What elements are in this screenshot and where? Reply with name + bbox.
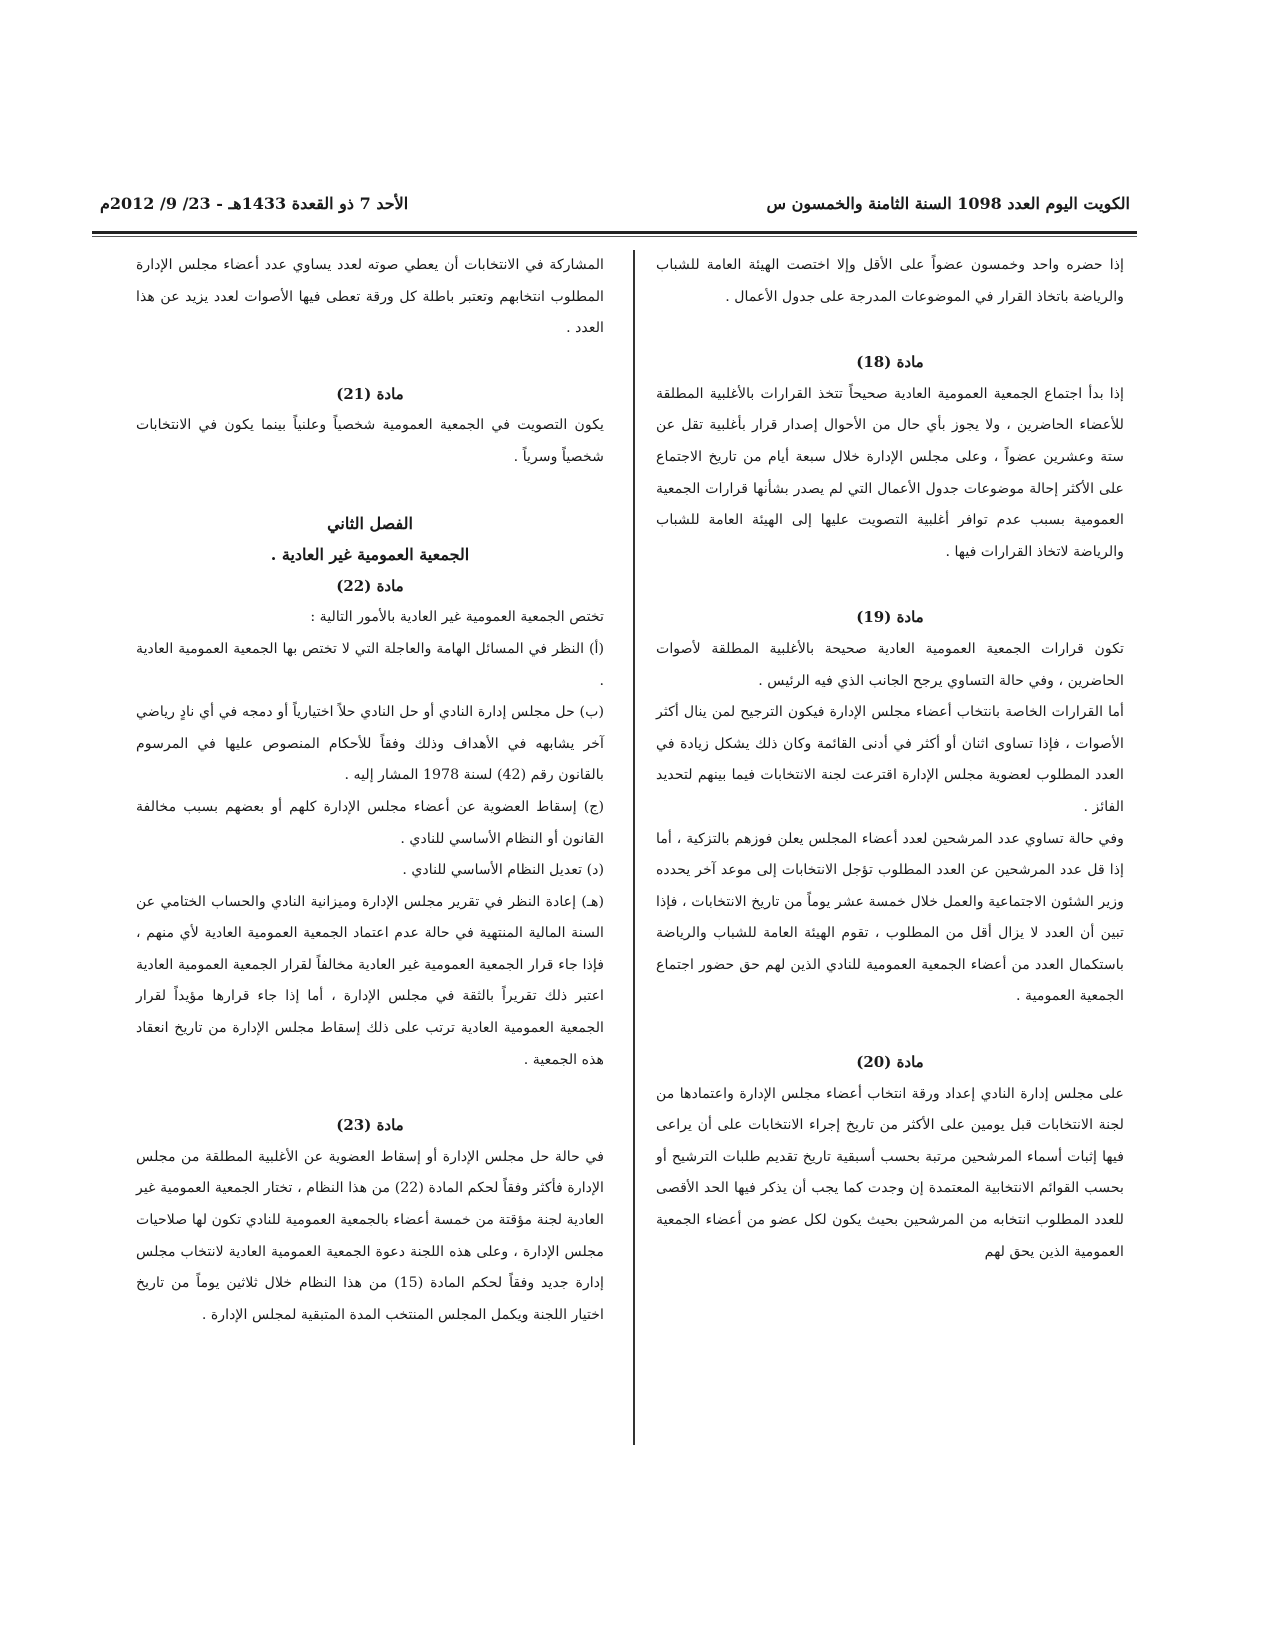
article-19-title: مادة (19) [856,608,924,627]
article-20-title: مادة (20) [856,1053,924,1072]
article-22-title: مادة (22) [336,576,404,595]
column-divider [633,250,635,1445]
header-rule [92,231,1137,234]
article-22-item-c: (ج) إسقاط العضوية عن أعضاء مجلس الإدارة كلهم أو بعضهم بسبب مخالفة القانون أو النظام الأساسي للنادي . [136,798,604,847]
article-19-paragraph-3: وفي حالة تساوي عدد المرشحين لعدد أعضاء المجلس يعلن فوزهم بالتزكية ، أما إذا قل عدد المرشحين عن العدد المطلوب تؤجل الانتخابات إلى موعد آخر يحدده وزير الشئون الاجتماعية والعمل خلال خمسة عشر يوماً من تاريخ الانتخابات ، فإذا تبين أن العدد لا يزال أقل من المطلوب ، تقوم الهيئة العامة للشباب والرياضة باستكمال العدد من أعضاء الجمعية العمومية للنادي الذين لهم حق حضور اجتماع الجمعية العمومية . [656,830,1124,1005]
left-column [136,250,604,1331]
gazette-issue-info: الكويت اليوم العدد 1098 السنة الثامنة والخمسون س [766,194,1130,213]
article-21-text: يكون التصويت في الجمعية العمومية شخصياً وعلنياً بينما يكون في الانتخابات شخصياً وسرياً . [136,417,604,465]
article-21-title: مادة (21) [336,384,404,403]
article-23-text: في حالة حل مجلس الإدارة أو إسقاط العضوية عن الأغلبية المطلقة من مجلس الإدارة فأكثر وفقاً لحكم المادة (22) من هذا النظام ، تختار الجمعية العمومية غير العادية لجنة مؤقتة من خمسة أعضاء بالجمعية العمومية للنادي تكون لها صلاحيات مجلس الإدارة ، وعلى هذه اللجنة دعوة الجمعية العمومية العادية لانتخاب مجلس إدارة جديد وفقاً لحكم المادة (15) من هذا النظام خلال ثلاثين يوماً من تاريخ اختيار اللجنة ويكمل المجلس المنتخب المدة المتبقية لمجلس الإدارة . [136,1148,604,1323]
article-23-title: مادة (23) [336,1116,404,1135]
article-18-text: إذا بدأ اجتماع الجمعية العمومية العادية صحيحاً تتخذ القرارات بالأغلبية المطلقة للأعضاء الحاضرين ، ولا يجوز بأي حال من الأحوال إصدار قرار بأغلبية تقل عن ستة وعشرين عضواً ، وعلى مجلس الإدارة خلال سبعة أيام من تاريخ الاجتماع على الأكثر إحالة موضوعات جدول الأعمال التي لم يصدر بشأنها قرارات الجمعية العمومية بسبب عدم توافر أغلبية التصويت عليها إلى الهيئة العامة للشباب والرياضة لاتخاذ القرارات فيها . [656,385,1124,560]
continuation-paragraph: إذا حضره واحد وخمسون عضواً على الأقل وإلا اختصت الهيئة العامة للشباب والرياضة باتخاذ القرار في الموضوعات المدرجة على جدول الأعمال . [656,257,1124,305]
article-18-title: مادة (18) [856,353,924,372]
chapter-subtitle: الجمعية العمومية غير العادية . [270,545,470,565]
article-22-intro: تختص الجمعية العمومية غير العادية بالأمور التالية : [310,609,604,626]
article-19-paragraph-1: تكون قرارات الجمعية العمومية العادية صحيحة بالأغلبية المطلقة لأصوات الحاضرين ، وفي حالة التساوي يرجح الجانب الذي فيه الرئيس . [656,640,1124,689]
gazette-date: الأحد 7 ذو القعدة 1433هـ - 23/ 9/ 2012م [100,194,409,213]
header-rule-thin [92,236,1137,237]
continuation-paragraph: المشاركة في الانتخابات أن يعطي صوته لعدد يساوي عدد أعضاء مجلس الإدارة المطلوب انتخابهم وتعتبر باطلة كل ورقة تعطى فيها الأصوات لعدد يزيد عن هذا العدد . [136,257,604,337]
article-22-item-d: (د) تعديل النظام الأساسي للنادي . [402,862,604,879]
chapter-title: الفصل الثاني [327,513,413,533]
article-22-item-a: (أ) النظر في المسائل الهامة والعاجلة التي لا تختص بها الجمعية العمومية العادية . [136,640,604,689]
page-header [100,188,1130,228]
article-20-text: على مجلس إدارة النادي إعداد ورقة انتخاب أعضاء مجلس الإدارة واعتمادها من لجنة الانتخابات قبل يومين على الأكثر من تاريخ إجراء الانتخابات على أن يراعى فيها إثبات أسماء المرشحين مرتبة بحسب أسبقية تاريخ تقديم طلبات الترشيح أو بحسب القوائم الانتخابية المعتمدة إن وجدت كما يجب أن يذكر فيها الحد الأقصى للعدد المطلوب انتخابه من المرشحين بحيث يكون لكل عضو من أعضاء الجمعية العمومية الذين يحق لهم [656,1085,1124,1260]
article-22-item-b: (ب) حل مجلس إدارة النادي أو حل النادي حلاً اختيارياً أو دمجه في أي نادٍ رياضي آخر يشابهه في الأهداف وذلك وفقاً للأحكام المنصوص عليها في المرسوم بالقانون رقم (42) لسنة 1978 المشار إليه . [136,704,604,784]
right-column [656,250,1124,1268]
article-22-item-e: (هـ) إعادة النظر في تقرير مجلس الإدارة وميزانية النادي والحساب الختامي عن السنة المالية المنتهية في حالة عدم اعتماد الجمعية العمومية العادية لأي منهم ، فإذا جاء قرار الجمعية العمومية غير العادية مخالفاً لقرار الجمعية العمومية العادية اعتبر ذلك تقريراً بالثقة في مجلس الإدارة ، أما إذا جاء قرارها مؤيداً لقرار الجمعية العمومية العادية ترتب على ذلك إسقاط مجلس الإدارة من تاريخ انعقاد هذه الجمعية . [136,893,604,1068]
article-19-paragraph-2: أما القرارات الخاصة بانتخاب أعضاء مجلس الإدارة فيكون الترجيح لمن ينال أكثر الأصوات ، فإذا تساوى اثنان أو أكثر في أدنى القائمة وكان ذلك يشكل زيادة في العدد المطلوب لعضوية مجلس الإدارة اقترعت لجنة الانتخابات فيما بينهم لتحديد الفائز . [656,704,1124,815]
